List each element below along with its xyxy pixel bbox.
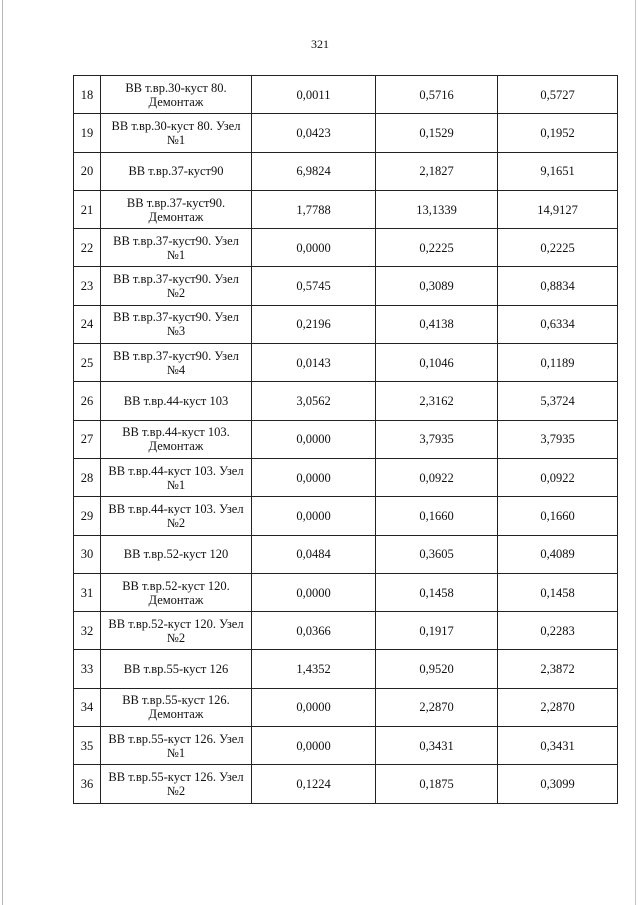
row-number: 36 xyxy=(74,765,101,803)
row-value-3: 0,8834 xyxy=(498,267,618,305)
row-value-1: 0,0000 xyxy=(252,727,376,765)
table-row xyxy=(74,114,618,152)
row-value-2: 0,1529 xyxy=(376,114,498,152)
row-number: 31 xyxy=(74,573,101,611)
row-number: 24 xyxy=(74,305,101,343)
row-name-text: ВВ т.вр.37-куст90 xyxy=(128,164,224,179)
row-value-1: 0,0143 xyxy=(252,344,376,382)
table-row xyxy=(74,229,618,267)
row-value-1: 0,0000 xyxy=(252,229,376,267)
row-value-1: 0,0484 xyxy=(252,535,376,573)
row-value-2: 2,2870 xyxy=(376,688,498,726)
row-name-text: ВВ т.вр.52-куст 120 xyxy=(123,547,229,562)
row-value-3: 0,1458 xyxy=(498,573,618,611)
row-value-1: 0,0000 xyxy=(252,458,376,496)
row-value-2: 0,4138 xyxy=(376,305,498,343)
row-value-3: 0,2225 xyxy=(498,229,618,267)
row-name xyxy=(101,190,252,228)
row-name xyxy=(101,765,252,803)
row-value-3: 0,6334 xyxy=(498,305,618,343)
row-number: 28 xyxy=(74,458,101,496)
row-value-1: 0,0366 xyxy=(252,612,376,650)
row-name xyxy=(101,458,252,496)
row-value-1: 3,0562 xyxy=(252,382,376,420)
row-name-text: ВВ т.вр.55-куст 126. Узел №2 xyxy=(108,769,244,798)
row-name xyxy=(101,612,252,650)
row-name xyxy=(101,497,252,535)
row-value-2: 0,2225 xyxy=(376,229,498,267)
table-row xyxy=(74,344,618,382)
row-value-2: 0,1875 xyxy=(376,765,498,803)
row-name-text: ВВ т.вр.37-куст90. Узел №3 xyxy=(113,310,239,339)
row-number: 32 xyxy=(74,612,101,650)
row-value-3: 0,1660 xyxy=(498,497,618,535)
row-number: 18 xyxy=(74,76,101,114)
row-number: 26 xyxy=(74,382,101,420)
row-value-2: 0,0922 xyxy=(376,458,498,496)
table-row xyxy=(74,152,618,190)
row-value-2: 0,5716 xyxy=(376,76,498,114)
row-value-3: 0,1952 xyxy=(498,114,618,152)
data-table xyxy=(73,75,618,804)
table-body xyxy=(74,76,618,804)
row-value-3: 2,3872 xyxy=(498,650,618,688)
table-row xyxy=(74,382,618,420)
page-edge-right xyxy=(635,0,636,905)
row-number: 19 xyxy=(74,114,101,152)
row-number: 27 xyxy=(74,420,101,458)
row-value-2: 13,1339 xyxy=(376,190,498,228)
row-name xyxy=(101,76,252,114)
table-row xyxy=(74,573,618,611)
row-name xyxy=(101,650,252,688)
row-number: 25 xyxy=(74,344,101,382)
row-value-2: 0,1917 xyxy=(376,612,498,650)
table-row xyxy=(74,305,618,343)
table-row xyxy=(74,765,618,803)
row-value-3: 0,4089 xyxy=(498,535,618,573)
table-row xyxy=(74,612,618,650)
row-name-text: ВВ т.вр.52-куст 120. Узел №2 xyxy=(108,616,244,645)
row-name-text: ВВ т.вр.37-куст90. Узел №1 xyxy=(113,233,239,262)
row-name-text: ВВ т.вр.55-куст 126. Демонтаж xyxy=(122,693,230,722)
row-name-text: ВВ т.вр.37-куст90. Демонтаж xyxy=(126,195,226,224)
row-value-3: 0,0922 xyxy=(498,458,618,496)
row-value-2: 0,1458 xyxy=(376,573,498,611)
row-name-text: ВВ т.вр.44-куст 103 xyxy=(123,394,229,409)
row-number: 30 xyxy=(74,535,101,573)
row-value-2: 0,3605 xyxy=(376,535,498,573)
table-row xyxy=(74,458,618,496)
row-value-2: 2,3162 xyxy=(376,382,498,420)
row-value-2: 0,3431 xyxy=(376,727,498,765)
table-row xyxy=(74,190,618,228)
row-value-3: 14,9127 xyxy=(498,190,618,228)
row-name-text: ВВ т.вр.44-куст 103. Узел №2 xyxy=(108,501,244,530)
row-value-1: 0,0423 xyxy=(252,114,376,152)
row-name-text: ВВ т.вр.37-куст90. Узел №4 xyxy=(113,348,239,377)
table-row xyxy=(74,688,618,726)
row-name xyxy=(101,152,252,190)
row-value-1: 1,4352 xyxy=(252,650,376,688)
table-row xyxy=(74,727,618,765)
row-value-1: 0,0000 xyxy=(252,573,376,611)
row-value-1: 0,1224 xyxy=(252,765,376,803)
row-name xyxy=(101,382,252,420)
row-value-1: 0,2196 xyxy=(252,305,376,343)
row-name-text: ВВ т.вр.44-куст 103. Узел №1 xyxy=(108,463,244,492)
row-value-1: 6,9824 xyxy=(252,152,376,190)
table-row xyxy=(74,420,618,458)
row-value-2: 0,1046 xyxy=(376,344,498,382)
row-name xyxy=(101,305,252,343)
row-number: 35 xyxy=(74,727,101,765)
row-name-text: ВВ т.вр.44-куст 103. Демонтаж xyxy=(122,425,230,454)
row-name-text: ВВ т.вр.52-куст 120. Демонтаж xyxy=(122,578,230,607)
row-number: 23 xyxy=(74,267,101,305)
page-number: 321 xyxy=(311,37,329,51)
row-name xyxy=(101,535,252,573)
row-name xyxy=(101,420,252,458)
row-name-text: ВВ т.вр.30-куст 80. Узел №1 xyxy=(111,118,241,147)
table-row xyxy=(74,535,618,573)
row-name xyxy=(101,114,252,152)
page-edge-left xyxy=(2,0,3,905)
row-value-3: 5,3724 xyxy=(498,382,618,420)
row-number: 29 xyxy=(74,497,101,535)
row-value-3: 0,3431 xyxy=(498,727,618,765)
row-value-2: 0,9520 xyxy=(376,650,498,688)
row-value-1: 0,0000 xyxy=(252,420,376,458)
row-name xyxy=(101,344,252,382)
row-number: 20 xyxy=(74,152,101,190)
row-value-2: 2,1827 xyxy=(376,152,498,190)
row-number: 21 xyxy=(74,190,101,228)
row-name-text: ВВ т.вр.30-куст 80. Демонтаж xyxy=(125,80,227,109)
row-value-1: 0,0011 xyxy=(252,76,376,114)
row-name xyxy=(101,573,252,611)
row-value-3: 0,2283 xyxy=(498,612,618,650)
row-value-3: 2,2870 xyxy=(498,688,618,726)
row-value-1: 0,0000 xyxy=(252,688,376,726)
row-number: 33 xyxy=(74,650,101,688)
row-name xyxy=(101,229,252,267)
row-name-text: ВВ т.вр.55-куст 126 xyxy=(123,662,229,677)
row-value-3: 9,1651 xyxy=(498,152,618,190)
row-value-3: 3,7935 xyxy=(498,420,618,458)
row-value-3: 0,3099 xyxy=(498,765,618,803)
row-value-1: 1,7788 xyxy=(252,190,376,228)
row-value-3: 0,5727 xyxy=(498,76,618,114)
row-number: 34 xyxy=(74,688,101,726)
row-name xyxy=(101,727,252,765)
row-name-text: ВВ т.вр.37-куст90. Узел №2 xyxy=(113,272,239,301)
table-row xyxy=(74,76,618,114)
row-value-2: 3,7935 xyxy=(376,420,498,458)
row-name-text: ВВ т.вр.55-куст 126. Узел №1 xyxy=(108,731,244,760)
table-row xyxy=(74,650,618,688)
table-row xyxy=(74,267,618,305)
row-value-2: 0,1660 xyxy=(376,497,498,535)
row-name xyxy=(101,267,252,305)
row-number: 22 xyxy=(74,229,101,267)
row-value-1: 0,0000 xyxy=(252,497,376,535)
row-value-1: 0,5745 xyxy=(252,267,376,305)
row-value-3: 0,1189 xyxy=(498,344,618,382)
table-row xyxy=(74,497,618,535)
row-name xyxy=(101,688,252,726)
row-value-2: 0,3089 xyxy=(376,267,498,305)
